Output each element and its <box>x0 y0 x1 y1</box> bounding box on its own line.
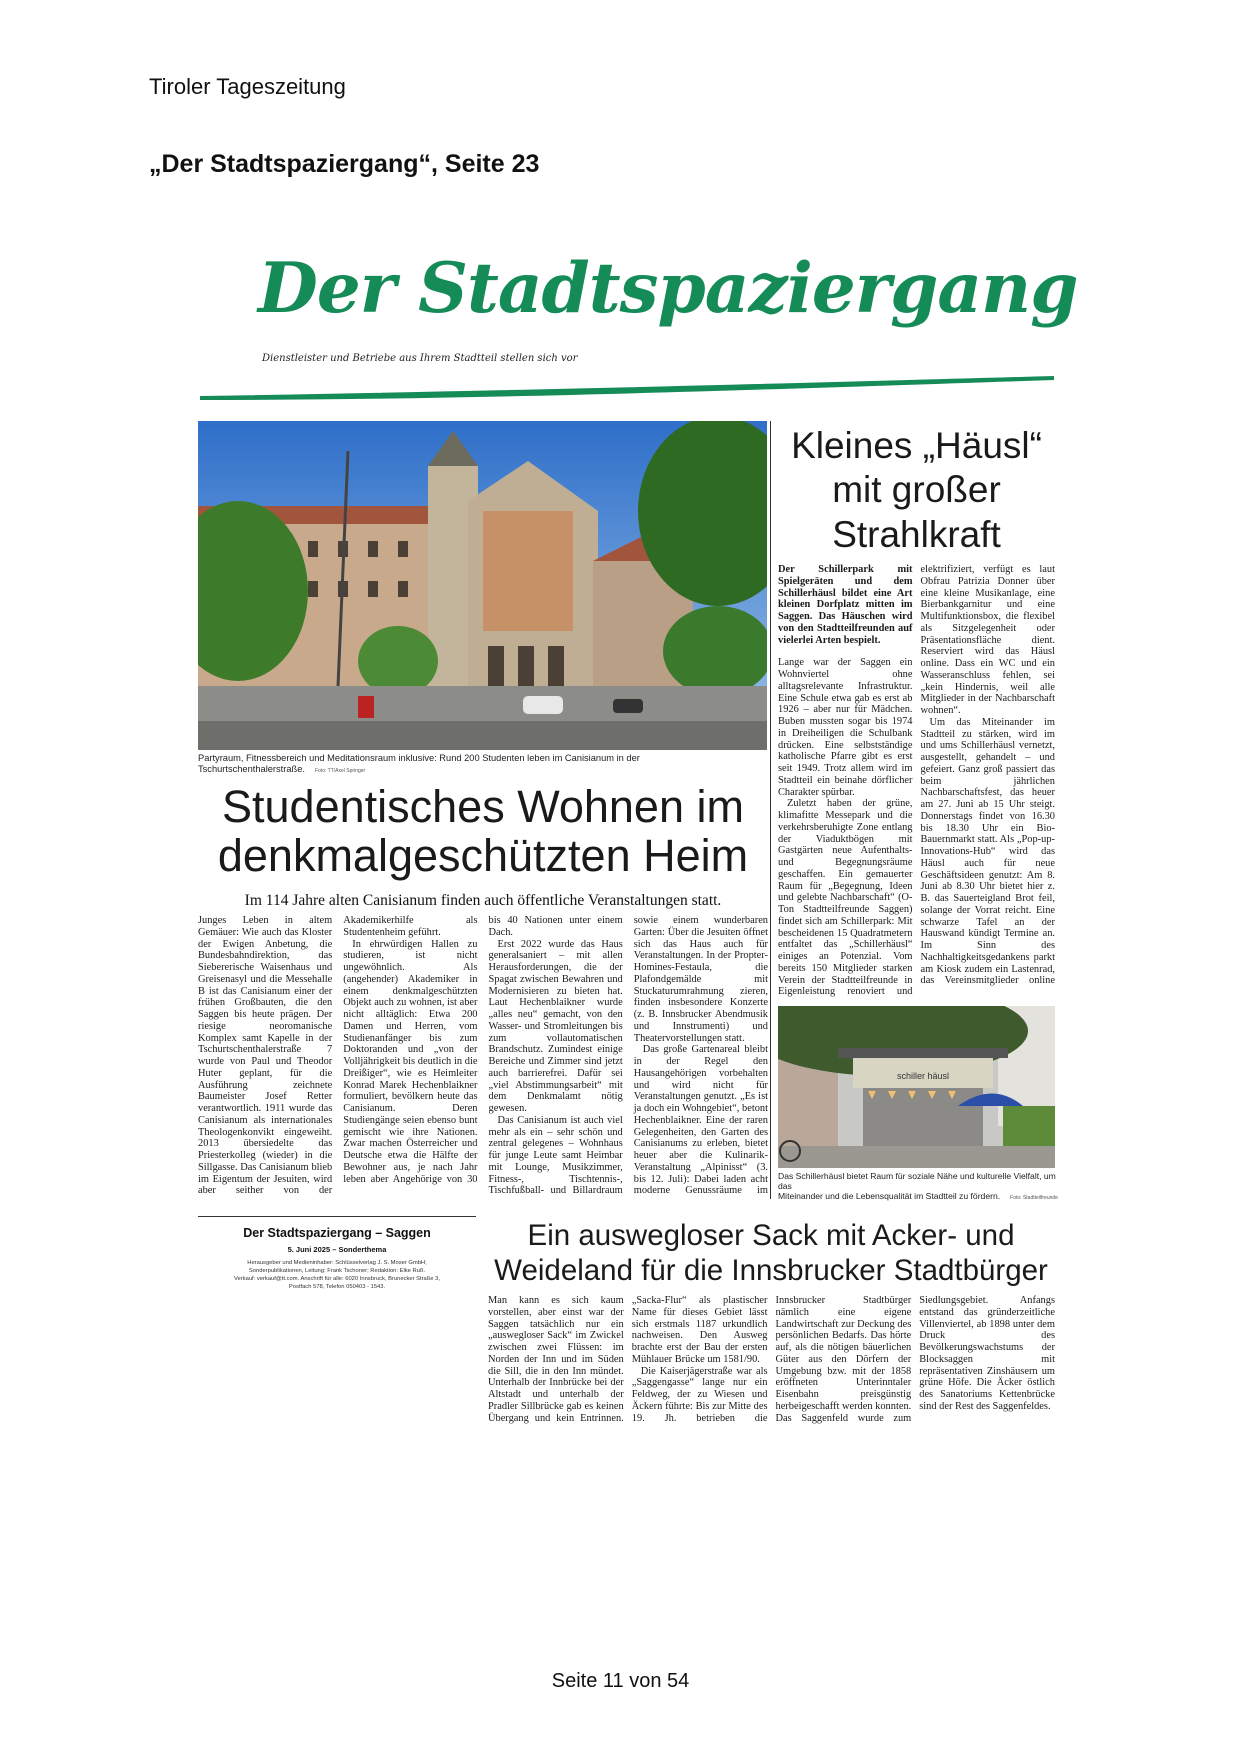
headline-line: Ein auswegloser Sack mit Acker- und <box>527 1219 1015 1252</box>
headline-line: Studentisches Wohnen im <box>222 781 744 832</box>
imprint-line: Sonderpublikationen, Leitung: Frank Tschoner; Redaktion: Elke Ruß. <box>248 1268 426 1274</box>
paragraph: Zuletzt haben der grüne, klimafitte Messepark und die verkehrsberuhigte Zone entlang der Viaduktbögen mit Gastgärten neue Aufenthalts- und Begegnungsräume geschaffen. Ein gemauerter Raum für „Begegnung, Ideen und gelebte Nachbarschaft“ (O-Ton Stadtteilfreunde Saggen) findet sich am Schillerpark: Mit bescheidenen 15 Quadratmetern entfaltet das „Schillerhäusl“ einiges an Potenzial. Vom bereits 150 Mitglieder starken Verein der Stadtteilfreunde in Eigenleistung renoviert und elektrifiziert, verfügt es laut Obfrau Patrizia Donner über eine kleine Musikanlage, eine Bierbankgarnitur und eine Multifunktionsbox, die flexibel als Sitzgelegenheit oder Präsentationsfläche dient. Reserviert wird das Häusl online. Dass ein WC und ein Wasseranschluss fehlen, sei „kein Hindernis, weil alle Mitglieder in der Nachbarschaft wohnen“. <box>778 564 1055 998</box>
paragraph: In ehrwürdigen Hallen zu studieren, ist nicht ungewöhnlich. Als (angehender) Akademiker in einem denkmalgeschützten Objekt auch zu wohnen, ist aber nicht alltäglich: Etwa 200 Damen und Herren, vom Studienanfänger bis zum Doktoranden und „von der Volljährigkeit bis deutlich in die Dreißiger“, wie es Heimleiter Konrad Marek Hechenblaikner formuliert, bevölkern heute das Canisianum. Deren Studiengänge seien ebenso bunt gemischt wie ihre Nationen. Zwar machen Österreicher und Deutsche etwa die Hälfte der Bewohner aus, je nach Jahr leben aber Angehörige von 30 bis 40 Nationen unter einem Dach. <box>343 915 623 1185</box>
document-source: Tiroler Tageszeitung <box>149 74 346 99</box>
headline-line: Weideland für die Innsbrucker Stadtbürger <box>494 1254 1048 1288</box>
article1-headline <box>198 783 768 880</box>
caption-text: Partyraum, Fitnessbereich und Meditationsraum inklusive: Rund 200 Studenten leben im Canisianum in der Tschurtschenthalerstraße. <box>198 753 640 774</box>
imprint-rule <box>198 1216 476 1217</box>
masthead-logo: Der Stadtspaziergang <box>258 248 1078 329</box>
caption-line: Miteinander und die Lebensqualität im Stadtteil zu fördern. <box>778 1191 1001 1201</box>
article2-headline <box>778 424 1055 557</box>
column-divider <box>770 421 771 1199</box>
paragraph: Um das Miteinander im Stadtteil zu stärken, wird im und ums Schillerhäusl vernetzt, ausgestellt, gehandelt – und gefeiert. Ganz groß passiert das beim jährlichen Nachbarschaftsfest, das heuer am 27. Juni ab 15 Uhr steigt. Donnerstags findet von 16.30 bis 18.30 Uhr ein Bio-Bauernmarkt statt. Als „Pop-up-Innovations-Hub“ wird das Häusl auch für neue Geschäftsideen genutzt: Am 8. Juni ab 8.30 Uhr bietet hier z. B. das Sauerteigland Brot feil, solange der Vorrat reicht. Eine schwarze Tafel an der Hauswand kündigt Termine an. Im Sinn des Nachhaltigkeitsgedankens parkt am Kiosk zudem ein Lastenrad, das Vereinsmitglieder online <box>920 716 1055 987</box>
imprint-line: Herausgeber und Medieninhaber: Schlüsselverlag J. S. Moser GmbH; <box>247 1260 427 1266</box>
article1-subheadline: Im 114 Jahre alten Canisianum finden auch öffentliche Veranstaltungen statt. <box>244 892 722 909</box>
paragraph: Das große Gartenareal bleibt in der Regel den Hausangehörigen vorbehalten und wird nicht für Veranstaltungen genutzt. „Es ist ja doch ein Wohngebiet“, betont Hechenblaikner. Eine der raren Gelegenheiten, den Garten des Canisianums zu erleben, bietet heuer aber die Kulinarik-Veranstaltung „Alpinisst“ (3. bis 12. Juli): Dabei laden acht moderne Genussräume im <box>633 1044 768 1197</box>
page-number: Seite 11 von 54 <box>551 1670 690 1692</box>
article2-body <box>778 564 1055 1000</box>
caption-line: Das Schillerhäusl bietet Raum für soziale Nähe und kulturelle Vielfalt, um das <box>778 1171 1056 1191</box>
masthead-swoosh <box>198 372 1058 402</box>
photo-caption <box>198 753 767 777</box>
article3-body <box>488 1295 1055 1425</box>
paragraph: Erst 2022 wurde das Haus generalsaniert – mit allen Herausforderungen, die der Spagat zwischen Bewahren und Modernisieren zu bieten hat. Laut Hechenblaikner wurde „alles neu“ gemacht, von den Wasser- und Stromleitungen bis zum vollautomatischen Brandschutz. Zumindest einige Bereiche und Zimmer sind jetzt auch barrierefrei. Dafür sei „viel Abstimmungsarbeit“ mit dem Denkmalamt nötig gewesen. <box>488 938 623 1114</box>
imprint-line: Postfach 578, Telefon 050403 - 1543. <box>288 1284 386 1290</box>
headline-line: Kleines „Häusl“ <box>791 425 1042 466</box>
imprint-date: 5. Juni 2025 – Sonderthema <box>287 1245 387 1254</box>
imprint-title: Der Stadtspaziergang – Saggen <box>243 1226 431 1240</box>
sign-text: schiller häusl <box>896 1071 950 1081</box>
paragraph: Junges Leben in altem Gemäuer: Wie auch das Kloster der Ewigen Anbetung, die Bundesbahndirektion, das Siebererische Waisenhaus und Greisenasyl und die Messehalle B ist das Canisianum einer der frühen Großbauten, die den Saggen bis heute prägen. Der riesige neoromanische Komplex samt Kapelle in der Tschurtschenthalerstraße 7 wurde von Paul und Theodor Huter geplant, für die Ausführung zeichnete Baumeister Josef Retter verantwortlich. 1911 wurde das Canisianum als internationales Theologenkonvikt eingeweiht. 2013 übersiedelte das Priesterkolleg (wieder) in die Sillgasse. Das Canisianum blieb im Eigentum der Jesuiten, wird aber seither von der Akademikerhilfe als Studentenheim geführt. <box>198 915 478 1197</box>
photo-credit: Foto: Stadtteilfreunde <box>1010 1195 1058 1201</box>
lead-paragraph: Der Schillerpark mit Spielgeräten und dem Schillerhäusl bildet eine Art kleinen Dorfplatz mitten im Saggen. Das Häuschen wird von den Stadtteilfreunden auf vielerlei Arten bespielt. <box>778 564 913 646</box>
canisianum-photo <box>198 421 767 750</box>
paragraph: Man kann es sich kaum vorstellen, aber einst war der Saggen tatsächlich nur ein „auswegloser Sack“ im Zwickel zwischen zwei Flüssen: im Norden der Inn und im Süden die Sill, die in den Inn mündet. Unterhalb der Innbrücke bei der Altstadt und unterhalb der Pradler Sillbrücke gab es keinen Übergang und kein Entrinnen. „Sacka-Flur“ als plastischer Name für dieses Gebiet lässt sich erstmals 1187 urkundlich nachweisen. Den Ausweg brachte erst der Bau der ersten Mühlauer Brücke um 1581/90. <box>488 1295 768 1424</box>
article1-body <box>198 915 768 1199</box>
imprint-line: Verkauf: verkauf@tt.com. Anschrift für alle: 6020 Innsbruck, Brunecker Straße 3, <box>234 1276 440 1282</box>
photo-credit: Foto: TT/Axel Springer <box>314 768 366 774</box>
schillerhaeusl-photo <box>778 1006 1055 1168</box>
paragraph: Lange war der Saggen ein Wohnviertel ohne alltagsrelevante Infrastruktur. Eine Schule etwa gab es erst ab 1926 – aber nur für Mädchen. Buben mussten sogar bis 1974 in Dreiheiligen die Schulbank drücken. Eine selbstständige katholische Pfarre gibt es erst seit 1949. Trotz allem wird im Stadtteil ein beinahe dörflicher Charakter spürbar. <box>778 657 913 798</box>
photo-caption <box>778 1171 1060 1203</box>
headline-line: mit großer <box>832 469 1001 511</box>
headline-line: denkmalgeschützten Heim <box>217 829 749 881</box>
paragraph: Das Canisianum ist auch viel mehr als ein – sehr schön und zentral gelegenes – Wohnhaus für junge Leute samt Heimbar mit Lounge, Musikzimmer, Fitness-, Tischtennis-, Tischfußball- und Billardraum sowie einem wunderbaren Garten: Über die Jesuiten öffnet sich das Haus auch für Veranstaltungen. In der Propter-Homines-Festaula, die Plafondgemälde mit Stuckaturumrahmung zieren, finden insbesondere Konzerte (z. B. Innsbrucker Abendmusik und Innstrumenti) und Theatervorstellungen statt. <box>488 915 768 1197</box>
article3-headline <box>484 1218 1058 1289</box>
document-heading: „Der Stadtspaziergang“, Seite 23 <box>149 150 540 178</box>
masthead-subtitle: Dienstleister und Betriebe aus Ihrem Stadtteil stellen sich vor <box>262 353 578 364</box>
paragraph: Die Kaiserjägerstraße war als „Saggengasse“ lange nur ein Feldweg, der zu Wiesen und Äckern führte: Bis zur Mitte des 19. Jh. betrieben die Innsbrucker Stadtbürger nämlich eine eigene Landwirtschaft zur Deckung des persönlichen Bedarfs. Das hörte auf, als die nötigen bäuerlichen Güter aus den Dörfern der Umgebung bzw. mit der 1858 eröffneten Unterinntaler Eisenbahn preisgünstig herbeigeschafft werden konnten. Das Saggenfeld wurde zum Siedlungsgebiet. Anfangs entstand das gründerzeitliche Villenviertel, ab 1898 unter dem Druck des Bevölkerungswachstums der Blocksaggen mit repräsentativen Zinshäusern um grüne Höfe. Die Äcker östlich des Sanatoriums Kettenbrücke sind der Rest des Saggenfeldes. <box>631 1295 1055 1424</box>
headline-line: Strahlkraft <box>832 513 1001 555</box>
imprint-box <box>198 1224 476 1291</box>
